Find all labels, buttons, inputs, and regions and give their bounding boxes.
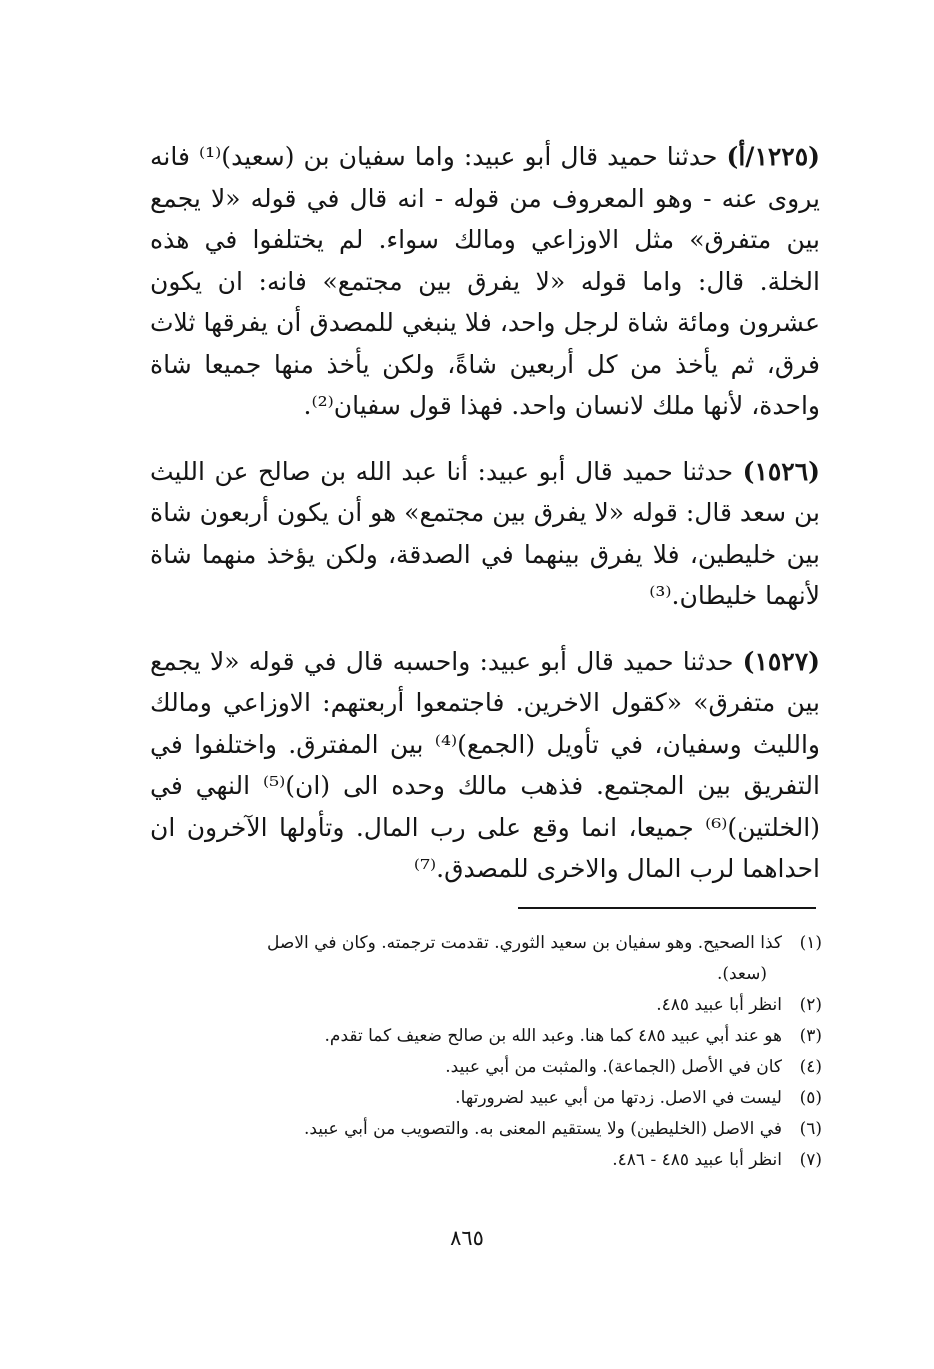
- paragraph-1526: [150, 451, 820, 617]
- paragraph-text: حدثنا حميد قال أبو عبيد: واما سفيان بن (سعيد)⁽¹⁾ فانه يروى عنه - وهو المعروف من قوله - انه قال في قوله «لا يجمع بين متفرق» مثل الاوزاعي ومالك سواء. لم يختلفوا في هذه الخلة. قال: واما قوله «لا يفرق بين مجتمع» فانه: ان يكون عشرون ومائة شاة لرجل واحد، فلا ينبغي للمصدق أن يفرقها ثلاث فرق، ثم يأخذ من كل أربعين شاةً، ولكن يأخذ منها جميعا شاة واحدة، لأنها ملك لانسان واحد. فهذا قول سفيان⁽²⁾.: [150, 142, 820, 420]
- footnote-text: في الاصل (الخليطين) ولا يستقيم المعنى به. والتصويب من أبي عبيد.: [303, 1119, 782, 1139]
- page-number: ٨٦٥: [450, 1226, 484, 1250]
- footnote: [150, 1083, 822, 1114]
- footnote-number: (١): [799, 933, 822, 953]
- footnote-text: هو عند أبي عبيد ٤٨٥ كما هنا. وعبد الله بن صالح ضعيف كما تقدم.: [324, 1026, 782, 1046]
- footnote: [150, 1052, 822, 1083]
- footnote-number: (٧): [799, 1150, 822, 1170]
- paragraph-1225: [150, 136, 820, 427]
- paragraph-text: حدثنا حميد قال أبو عبيد: واحسبه قال في قوله «لا يجمع بين متفرق» «كقول الاخرين. فاجتمعوا أربعتهم: الاوزاعي ومالك والليث وسفيان، في تأويل (الجمع)⁽⁴⁾ بين المفترق. واختلفوا في التفريق بين المجتمع. فذهب مالك وحده الى (ان)⁽⁵⁾ النهي في (الخلتين)⁽⁶⁾ جميعا، انما وقع على رب المال. وتأولها الآخرون ان احداهما لرب المال والاخرى للمصدق.⁽⁷⁾: [150, 646, 820, 883]
- footnote-text: انظر أبا عبيد ٤٨٥.: [656, 995, 782, 1015]
- footnote: [150, 990, 822, 1021]
- paragraph-text: حدثنا حميد قال أبو عبيد: أنا عبد الله بن صالح عن الليث بن سعد قال: قوله «لا يفرق بين مجتمع» هو أن يكون أربعون شاة بين خليطين، فلا يفرق بينهما في الصدقة، ولكن يؤخذ منهما شاة لأنهما خليطان.⁽³⁾: [150, 456, 820, 610]
- footnote-text: كان في الأصل (الجماعة). والمثبت من أبي عبيد.: [445, 1057, 782, 1077]
- paragraph-number: (١٢٢٥/أ): [726, 142, 820, 171]
- footnote-number: (٤): [799, 1057, 822, 1077]
- footnote-text: انظر أبا عبيد ٤٨٥ - ٤٨٦.: [612, 1150, 782, 1170]
- paragraph-1527: [150, 641, 820, 890]
- footnote-text: ليست في الاصل. زدتها من أبي عبيد لضرورتها.: [455, 1088, 782, 1108]
- footnotes: [150, 928, 822, 1176]
- footnote: [150, 1145, 822, 1176]
- footnote: [150, 1021, 822, 1052]
- main-text: [150, 136, 820, 914]
- footnote-number: (٣): [799, 1026, 822, 1046]
- footnote-number: (٢): [799, 995, 822, 1015]
- footnote-number: (٥): [799, 1088, 822, 1108]
- footnote: [150, 1114, 822, 1145]
- footnote-text: كذا الصحيح. وهو سفيان بن سعيد الثوري. تقدمت ترجمته. وكان في الاصل: [267, 933, 782, 953]
- footnote-divider: [518, 907, 816, 909]
- footnote-number: (٦): [799, 1119, 822, 1139]
- paragraph-number: (١٥٢٦): [742, 456, 820, 486]
- footnote-continuation: (سعد).: [716, 964, 767, 984]
- footnote: [150, 928, 822, 959]
- paragraph-number: (١٥٢٧): [742, 646, 820, 676]
